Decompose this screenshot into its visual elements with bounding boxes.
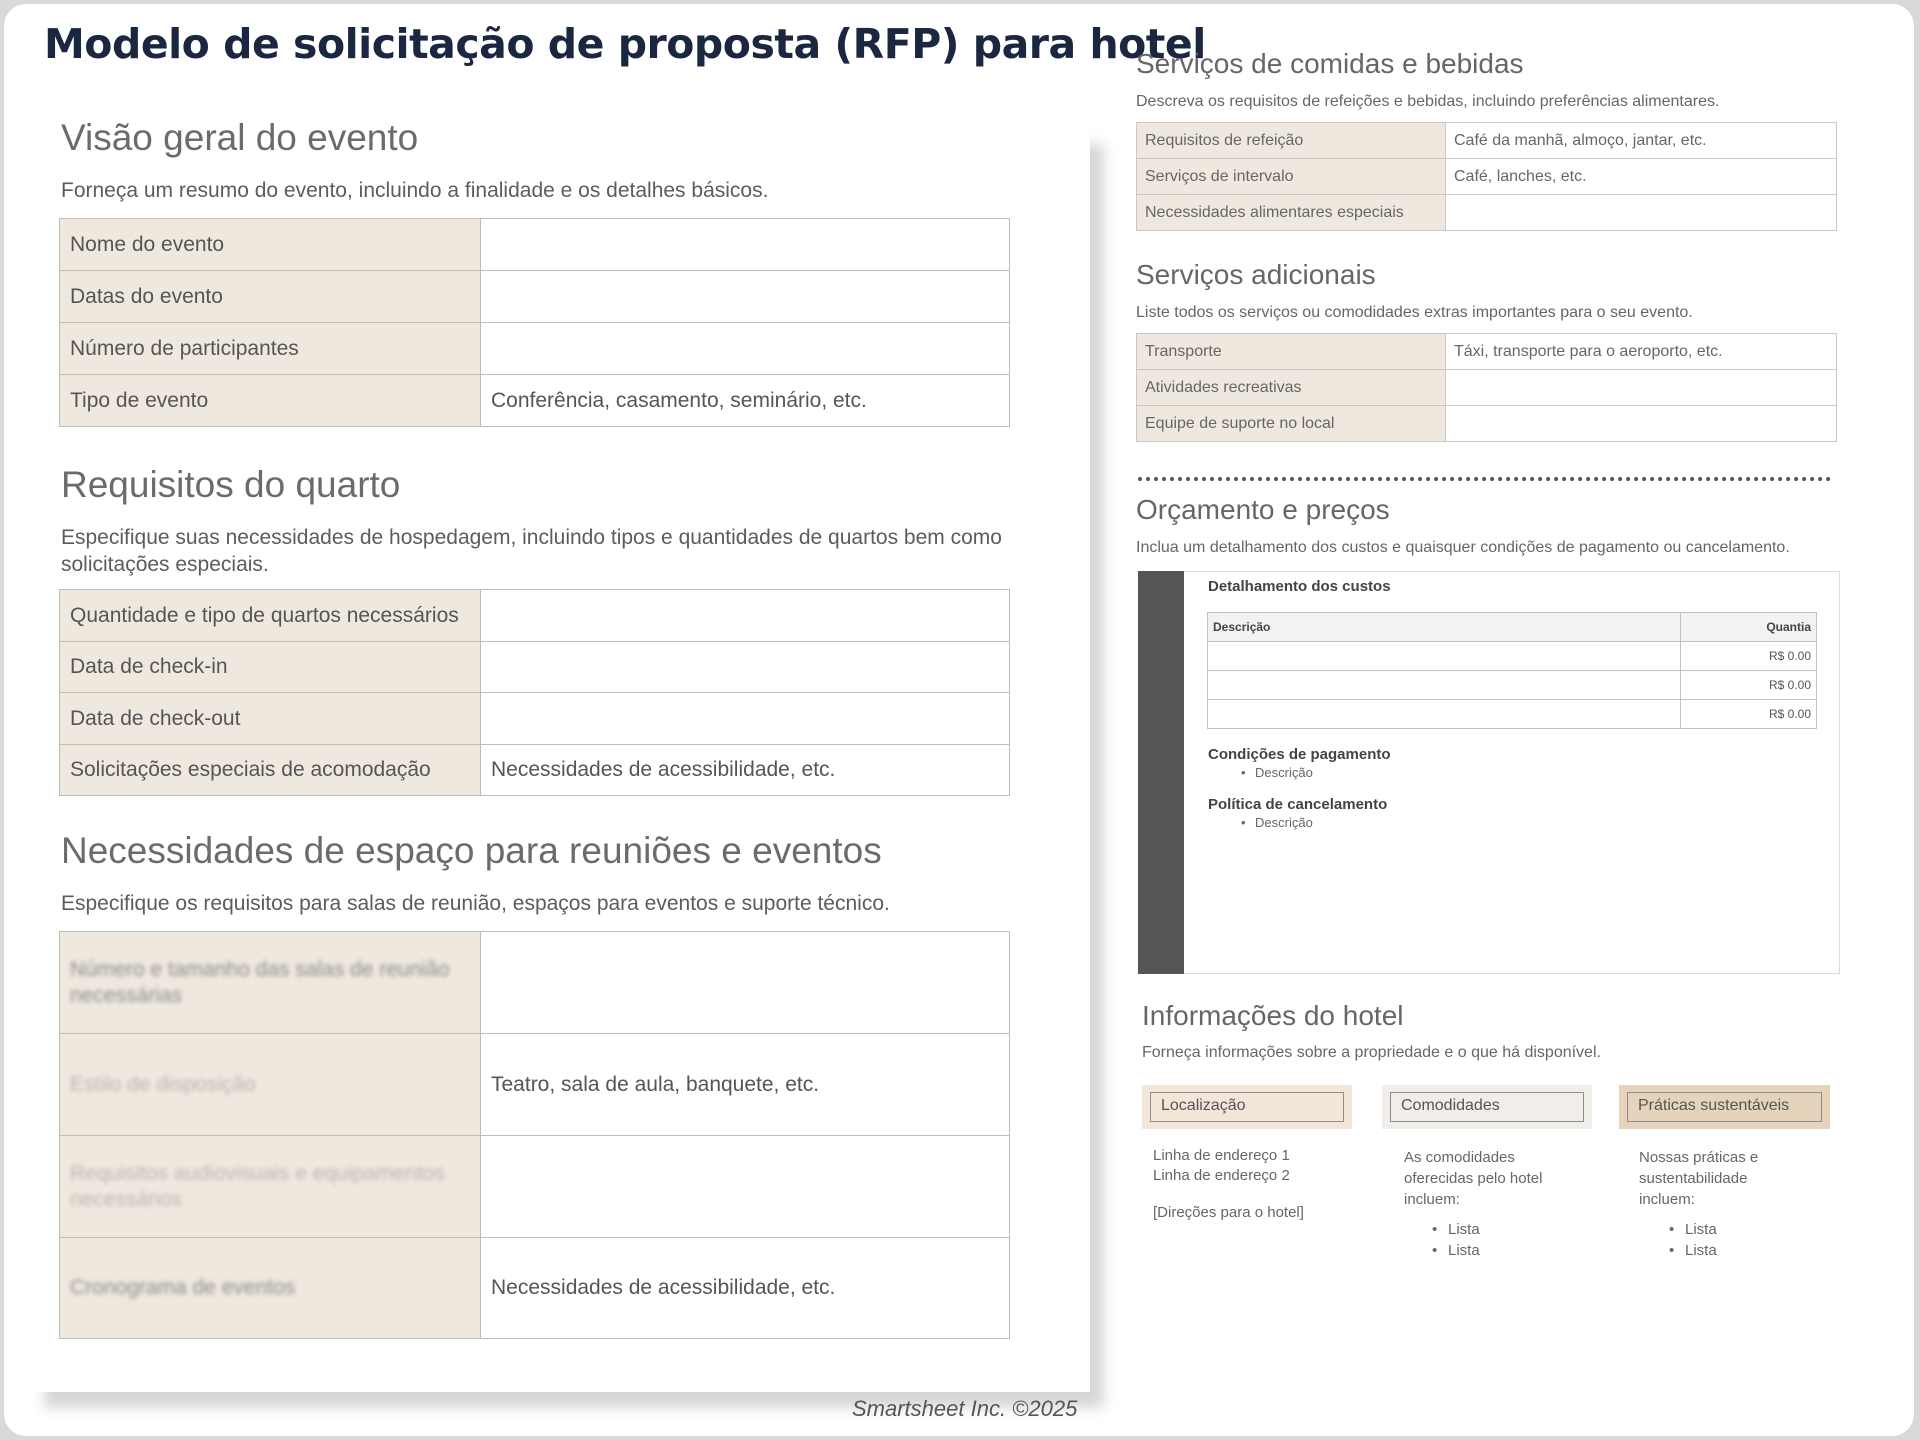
table-row bbox=[1208, 671, 1817, 700]
extra-table bbox=[1136, 333, 1837, 442]
event-type-field[interactable]: Conferência, casamento, seminário, etc. bbox=[481, 375, 1010, 427]
description-header: Descrição bbox=[1208, 613, 1681, 642]
layout-style-field[interactable]: Teatro, sala de aula, banquete, etc. bbox=[481, 1034, 1010, 1136]
page-title: Modelo de solicitação de proposta (RFP) para hotel bbox=[44, 20, 1206, 68]
table-row bbox=[1137, 159, 1837, 195]
check-out-label: Data de check-out bbox=[60, 693, 481, 745]
sustainability-label: Práticas sustentáveis bbox=[1627, 1092, 1822, 1122]
table-row bbox=[1137, 334, 1837, 370]
amenities-chip bbox=[1382, 1085, 1592, 1129]
sustainability-chip bbox=[1619, 1085, 1830, 1129]
onsite-support-field[interactable] bbox=[1446, 406, 1837, 442]
amenities-label: Comodidades bbox=[1390, 1092, 1584, 1122]
table-row bbox=[60, 271, 1010, 323]
budget-accent-bar bbox=[1138, 571, 1184, 974]
break-services-label: Serviços de intervalo bbox=[1137, 159, 1446, 195]
cost-amount[interactable]: R$ 0.00 bbox=[1681, 671, 1817, 700]
section-divider bbox=[1138, 477, 1831, 481]
table-row bbox=[60, 1238, 1010, 1339]
dietary-needs-field[interactable] bbox=[1446, 195, 1837, 231]
meal-requirements-label: Requisitos de refeição bbox=[1137, 123, 1446, 159]
budget-title: Orçamento e preços bbox=[1136, 494, 1390, 525]
overview-table bbox=[59, 218, 1010, 427]
table-row bbox=[1208, 642, 1817, 671]
sustainability-list-item: • Lista bbox=[1685, 1242, 1717, 1259]
table-row bbox=[1137, 370, 1837, 406]
event-name-label: Nome do evento bbox=[60, 219, 481, 271]
meeting-table bbox=[59, 931, 1010, 1339]
break-services-field[interactable]: Café, lanches, etc. bbox=[1446, 159, 1837, 195]
cost-description-field[interactable] bbox=[1208, 642, 1681, 671]
hotel-title: Informações do hotel bbox=[1142, 1000, 1404, 1031]
room-quantity-label: Quantidade e tipo de quartos necessários bbox=[60, 590, 481, 642]
sustainability-text-line-3: incluem: bbox=[1639, 1191, 1695, 1208]
transport-field[interactable]: Táxi, transporte para o aeroporto, etc. bbox=[1446, 334, 1837, 370]
payment-terms-item: • Descrição bbox=[1255, 765, 1313, 780]
table-row bbox=[60, 219, 1010, 271]
rooms-table bbox=[59, 589, 1010, 796]
rooms-desc: Especifique suas necessidades de hospedagem, incluindo tipos e quantidades de quartos bem como solicitações especiais. bbox=[61, 526, 1002, 576]
dietary-needs-label: Necessidades alimentares especiais bbox=[1137, 195, 1446, 231]
special-requests-field[interactable]: Necessidades de acessibilidade, etc. bbox=[481, 745, 1010, 796]
table-row bbox=[60, 745, 1010, 796]
event-dates-label: Datas do evento bbox=[60, 271, 481, 323]
participants-label: Número de participantes bbox=[60, 323, 481, 375]
check-out-field[interactable] bbox=[481, 693, 1010, 745]
amount-header: Quantia bbox=[1681, 613, 1817, 642]
check-in-label: Data de check-in bbox=[60, 642, 481, 693]
table-row bbox=[1137, 406, 1837, 442]
amenities-text-line-1: As comodidades bbox=[1404, 1149, 1515, 1166]
cancellation-policy-item: • Descrição bbox=[1255, 815, 1313, 830]
event-schedule-label: Cronograma de eventos bbox=[70, 1276, 296, 1299]
cost-description-field[interactable] bbox=[1208, 671, 1681, 700]
layout-style-label: Estilo de disposição bbox=[70, 1072, 256, 1096]
table-row bbox=[1208, 613, 1817, 642]
extra-desc: Liste todos os serviços ou comodidades extras importantes para o seu evento. bbox=[1136, 304, 1693, 321]
table-row bbox=[60, 590, 1010, 642]
payment-terms-title: Condições de pagamento bbox=[1208, 746, 1391, 763]
extra-title: Serviços adicionais bbox=[1136, 259, 1376, 290]
cancellation-policy-title: Política de cancelamento bbox=[1208, 796, 1388, 813]
amenities-text-line-3: incluem: bbox=[1404, 1191, 1460, 1208]
check-in-field[interactable] bbox=[481, 642, 1010, 693]
food-desc: Descreva os requisitos de refeições e bebidas, incluindo preferências alimentares. bbox=[1136, 93, 1720, 110]
overview-desc: Forneça um resumo do evento, incluindo a finalidade e os detalhes básicos. bbox=[61, 179, 769, 202]
food-table bbox=[1136, 122, 1837, 231]
sustainability-text-line-2: sustentabilidade bbox=[1639, 1170, 1748, 1187]
participants-field[interactable] bbox=[481, 323, 1010, 375]
transport-label: Transporte bbox=[1137, 334, 1446, 370]
table-row bbox=[60, 642, 1010, 693]
rooms-title: Requisitos do quarto bbox=[61, 464, 401, 505]
meeting-desc: Especifique os requisitos para salas de reunião, espaços para eventos e suporte técnico. bbox=[61, 892, 890, 915]
special-requests-label: Solicitações especiais de acomodação bbox=[60, 745, 481, 796]
room-quantity-field[interactable] bbox=[481, 590, 1010, 642]
meeting-rooms-field[interactable] bbox=[481, 932, 1010, 1034]
recreation-field[interactable] bbox=[1446, 370, 1837, 406]
address-line-1: Linha de endereço 1 bbox=[1153, 1147, 1290, 1164]
meeting-title: Necessidades de espaço para reuniões e eventos bbox=[61, 830, 882, 871]
meal-requirements-field[interactable]: Café da manhã, almoço, jantar, etc. bbox=[1446, 123, 1837, 159]
hotel-desc: Forneça informações sobre a propriedade e o que há disponível. bbox=[1142, 1044, 1601, 1061]
event-dates-field[interactable] bbox=[481, 271, 1010, 323]
event-type-label: Tipo de evento bbox=[60, 375, 481, 427]
location-chip bbox=[1142, 1085, 1352, 1129]
amenities-text-line-2: oferecidas pelo hotel bbox=[1404, 1170, 1543, 1187]
table-row bbox=[60, 932, 1010, 1034]
footer-copyright: Smartsheet Inc. ©2025 bbox=[852, 1396, 1078, 1421]
overview-title: Visão geral do evento bbox=[61, 117, 419, 158]
amenities-list-item: • Lista bbox=[1448, 1242, 1480, 1259]
meeting-rooms-label: Número e tamanho das salas de reunião necessárias bbox=[70, 957, 450, 1007]
sustainability-text-line-1: Nossas práticas e bbox=[1639, 1149, 1759, 1166]
onsite-support-label: Equipe de suporte no local bbox=[1137, 406, 1446, 442]
food-title: Serviços de comidas e bebidas bbox=[1136, 48, 1524, 79]
av-requirements-label: Requisitos audiovisuais e equipamentos necessários bbox=[70, 1161, 445, 1211]
cost-amount[interactable]: R$ 0.00 bbox=[1681, 700, 1817, 729]
table-row bbox=[60, 1034, 1010, 1136]
location-label: Localização bbox=[1150, 1092, 1344, 1122]
budget-desc: Inclua um detalhamento dos custos e quaisquer condições de pagamento ou cancelamento. bbox=[1136, 539, 1790, 556]
av-requirements-field[interactable] bbox=[481, 1136, 1010, 1238]
event-name-field[interactable] bbox=[481, 219, 1010, 271]
table-row bbox=[60, 1136, 1010, 1238]
cost-table bbox=[1207, 612, 1817, 729]
address-line-2: Linha de endereço 2 bbox=[1153, 1167, 1290, 1184]
table-row bbox=[60, 323, 1010, 375]
table-row bbox=[1137, 123, 1837, 159]
cost-amount[interactable]: R$ 0.00 bbox=[1681, 642, 1817, 671]
cost-breakdown-title: Detalhamento dos custos bbox=[1208, 578, 1391, 595]
directions-text: [Direções para o hotel] bbox=[1153, 1204, 1304, 1221]
table-row bbox=[60, 375, 1010, 427]
recreation-label: Atividades recreativas bbox=[1137, 370, 1446, 406]
table-row bbox=[1137, 195, 1837, 231]
table-row bbox=[1208, 700, 1817, 729]
amenities-list-item: • Lista bbox=[1448, 1221, 1480, 1238]
sustainability-list-item: • Lista bbox=[1685, 1221, 1717, 1238]
table-row bbox=[60, 693, 1010, 745]
event-schedule-field[interactable]: Necessidades de acessibilidade, etc. bbox=[481, 1238, 1010, 1339]
cost-description-field[interactable] bbox=[1208, 700, 1681, 729]
